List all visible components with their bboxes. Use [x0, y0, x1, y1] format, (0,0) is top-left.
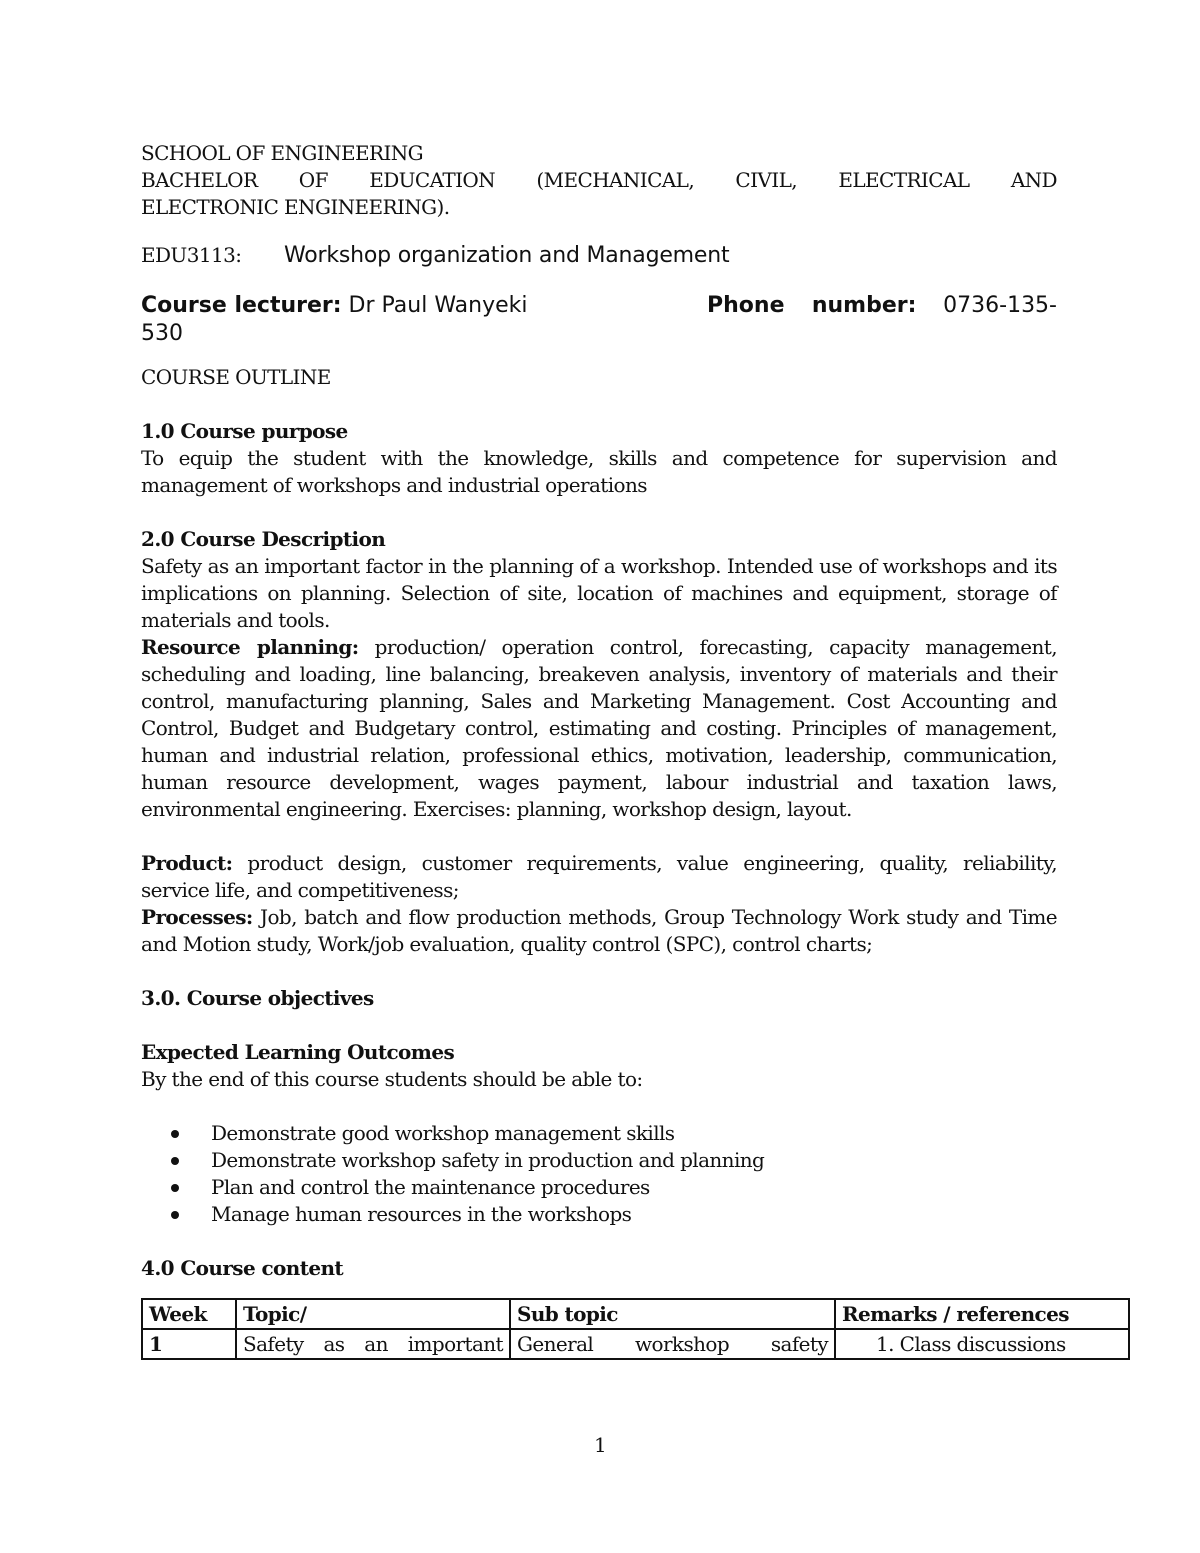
phone-label: Phone number:: [707, 293, 917, 318]
programme-line-1: BACHELOR OF EDUCATION (MECHANICAL, CIVIL, ELECTRICAL AND: [141, 168, 1057, 192]
table-header-row: [142, 1299, 1129, 1329]
phone: [707, 292, 1057, 320]
course-purpose-text: To equip the student with the knowledge, skills and competence for supervision and management of workshops and industrial operations: [141, 446, 1057, 497]
cell-topic: Safety as an important: [236, 1329, 510, 1359]
course-purpose-heading: 1.0 Course purpose: [141, 419, 348, 443]
column-header-topic: Topic/: [236, 1299, 510, 1329]
table-row: [142, 1329, 1129, 1359]
resource-planning-label: Resource planning:: [141, 635, 359, 659]
resource-planning-paragraph: [141, 634, 1057, 823]
list-item: [141, 1174, 1057, 1201]
bullet-icon: [171, 1184, 179, 1192]
column-header-subtopic: Sub topic: [510, 1299, 835, 1329]
lecturer-block: [141, 292, 1057, 348]
phone-value-line-2: 530: [141, 321, 183, 346]
page-number: 1: [593, 1433, 607, 1457]
list-item: [141, 1201, 1057, 1228]
learning-outcomes-intro: By the end of this course students should be able to:: [141, 1067, 643, 1091]
cell-subtopic: General workshop safety: [510, 1329, 835, 1359]
bullet-icon: [171, 1211, 179, 1219]
programme-line-2: ELECTRONIC ENGINEERING).: [141, 195, 450, 219]
bullet-icon: [171, 1157, 179, 1165]
column-header-week: Week: [142, 1299, 236, 1329]
course-description-intro: Safety as an important factor in the planning of a workshop. Intended use of workshops and its implications on planning. Selection of site, location of machines and equipment, storage of materials and tools.: [141, 554, 1057, 632]
cell-week: 1: [142, 1329, 236, 1359]
course-title-line: [141, 243, 1057, 268]
list-item: [141, 1147, 1057, 1174]
learning-outcomes-list: [141, 1120, 1057, 1228]
outcome-text: Plan and control the maintenance procedures: [211, 1175, 650, 1199]
product-text: product design, customer requirements, value engineering, quality, reliability, service life, and competitiveness;: [141, 851, 1057, 902]
outcome-text: Demonstrate good workshop management skills: [211, 1121, 675, 1145]
lecturer-label: Course lecturer:: [141, 293, 342, 318]
learning-outcomes-heading: Expected Learning Outcomes: [141, 1040, 455, 1064]
product-label: Product:: [141, 851, 233, 875]
course-description-heading: 2.0 Course Description: [141, 527, 386, 551]
lecturer: [141, 292, 528, 320]
processes-label: Processes:: [141, 905, 253, 929]
outcome-text: Demonstrate workshop safety in production and planning: [211, 1148, 765, 1172]
column-header-remarks: Remarks / references: [835, 1299, 1129, 1329]
lecturer-name: Dr Paul Wanyeki: [341, 293, 528, 318]
course-objectives-heading: 3.0. Course objectives: [141, 986, 374, 1010]
list-item: [141, 1120, 1057, 1147]
cell-remarks: 1. Class discussions: [835, 1329, 1129, 1359]
school-name: SCHOOL OF ENGINEERING: [141, 141, 424, 165]
processes-paragraph: [141, 904, 1057, 958]
phone-value-line-1: 0736-135-: [943, 293, 1057, 318]
course-content-table: [141, 1298, 1130, 1360]
course-content-heading: 4.0 Course content: [141, 1256, 344, 1280]
product-paragraph: [141, 850, 1057, 904]
resource-planning-text: production/ operation control, forecasting, capacity management, scheduling and loading, line balancing, breakeven analysis, inventory of materials and their control, manufacturing planning, Sales and Marketing Management. Cost Accounting and Control, Budget and Budgetary control, estimating and costing. Principles of management, human and industrial relation, professional ethics, motivation, leadership, communication, human resource development, wages payment, labour industrial and taxation laws, environmental engineering. Exercises: planning, workshop design, layout.: [141, 635, 1058, 821]
outcome-text: Manage human resources in the workshops: [211, 1202, 632, 1226]
course-outline-title: COURSE OUTLINE: [141, 365, 331, 389]
course-code: EDU3113:: [141, 243, 242, 267]
course-name: Workshop organization and Management: [284, 243, 730, 268]
document-page: [141, 140, 1069, 1360]
processes-text: Job, batch and flow production methods, Group Technology Work study and Time and Motion study, Work/job evaluation, quality control (SPC), control charts;: [141, 905, 1057, 956]
bullet-icon: [171, 1130, 179, 1138]
